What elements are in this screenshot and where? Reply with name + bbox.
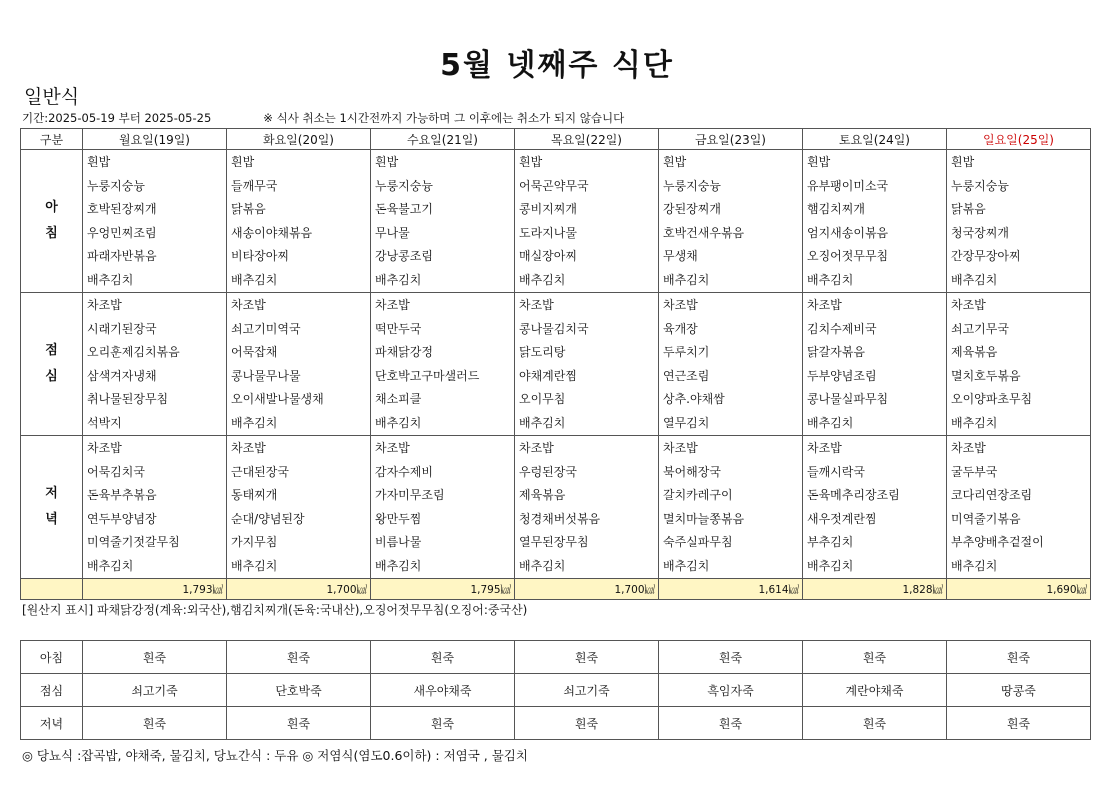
origin-note: [원산지 표시] 파채닭강정(계육:외국산),햄김치찌개(돈육:국내산),오징어젓무무침(오징어:중국산): [22, 603, 528, 617]
meal-label-char: 침: [45, 226, 58, 241]
weekly-menu-table: [20, 128, 1091, 600]
menu-cell-lunch-mon: [83, 293, 227, 436]
meal-label-char: 심: [45, 369, 58, 384]
porridge-row-dinner: [21, 707, 1091, 740]
porridge-cell-fri: 흰죽: [659, 641, 803, 674]
porridge-cell-wed: 새우야채죽: [371, 674, 515, 707]
porridge-cell-sat: 흰죽: [803, 707, 947, 740]
menu-item: 차조밥: [663, 441, 698, 455]
menu-item: 배추김치: [375, 272, 422, 287]
menu-item: 배추김치: [807, 558, 854, 573]
menu-cell-lunch-fri: [659, 293, 803, 436]
menu-item: 오이양파초무침: [951, 392, 1033, 406]
menu-item: 차조밥: [231, 441, 266, 455]
menu-item: 배추김치: [87, 272, 134, 287]
porridge-cell-thu: 흰죽: [515, 707, 659, 740]
kcal-value-sun: 1,690㎉: [947, 579, 1091, 600]
menu-item: 무생채: [663, 249, 698, 263]
menu-item: 차조밥: [663, 298, 698, 312]
meal-row-lunch: [21, 293, 1091, 436]
menu-item: 부추양배추겉절이: [951, 535, 1044, 549]
porridge-row-breakfast: [21, 641, 1091, 674]
menu-item: 북어해장국: [663, 464, 721, 479]
menu-item: 배추김치: [951, 272, 998, 287]
menu-item: 파채닭강정: [375, 345, 433, 359]
menu-item: 무나물: [375, 225, 410, 240]
menu-item: 감자수제비: [375, 464, 433, 479]
menu-item: 쇠고기무국: [951, 321, 1009, 336]
menu-item: 상추.야채쌈: [663, 392, 725, 406]
menu-item: 오징어젓무무침: [807, 249, 889, 263]
menu-item: 청국장찌개: [951, 225, 1009, 240]
menu-item: 가자미무조림: [375, 488, 445, 502]
menu-item: 석박지: [87, 415, 122, 430]
menu-item: 누룽지숭늉: [375, 178, 433, 193]
meal-label-dinner: [21, 436, 83, 579]
menu-item: 배추김치: [807, 272, 854, 287]
menu-cell-dinner-thu: [515, 436, 659, 579]
menu-item: 새우젓계란찜: [807, 511, 877, 526]
menu-item: 돈육부추볶음: [87, 488, 157, 502]
menu-cell-breakfast-fri: [659, 150, 803, 293]
day-header-fri: 금요일(23일): [659, 129, 803, 150]
menu-item: 누룽지숭늉: [87, 178, 145, 193]
menu-item: 열무된장무침: [519, 535, 589, 549]
menu-item: 매실장아찌: [519, 249, 577, 263]
day-header-wed: 수요일(21일): [371, 129, 515, 150]
menu-item: 흰밥: [231, 155, 255, 169]
menu-item: 콩비지찌개: [519, 202, 577, 216]
menu-item: 차조밥: [951, 441, 986, 455]
menu-item: 멸치호두볶음: [951, 368, 1021, 383]
menu-cell-lunch-sun: [947, 293, 1091, 436]
menu-item: 닭갈자볶음: [807, 345, 865, 359]
menu-cell-breakfast-tue: [227, 150, 371, 293]
menu-item: 부추김치: [807, 535, 854, 549]
menu-item: 열무김치: [663, 415, 710, 430]
special-diet-note: ◎ 당뇨식 :잡곡밥, 야채죽, 물김치, 당뇨간식 : 두유 ◎ 저염식(염도0.6이하) : 저염국 , 물김치: [22, 748, 528, 763]
menu-item: 배추김치: [231, 415, 278, 430]
menu-item: 우엉민찌조림: [87, 225, 157, 240]
menu-cell-breakfast-sat: [803, 150, 947, 293]
menu-cell-lunch-sat: [803, 293, 947, 436]
porridge-cell-mon: 흰죽: [83, 707, 227, 740]
kcal-value-tue: 1,700㎉: [227, 579, 371, 600]
period-text: 기간:2025-05-19 부터 2025-05-25: [22, 111, 212, 125]
porridge-cell-mon: 흰죽: [83, 641, 227, 674]
menu-item: 제육볶음: [519, 488, 566, 502]
menu-item: 햄김치찌개: [807, 202, 865, 216]
porridge-cell-sun: 땅콩죽: [947, 674, 1091, 707]
menu-item: 단호박고구마샐러드: [375, 368, 480, 383]
menu-item: 연두부양념장: [87, 511, 157, 526]
menu-item: 호박된장찌개: [87, 202, 157, 216]
period-line: [22, 110, 624, 126]
meal-label-breakfast: [21, 150, 83, 293]
menu-item: 굴두부국: [951, 464, 998, 479]
menu-item: 강낭콩조림: [375, 249, 433, 263]
menu-item: 누룽지숭늉: [951, 178, 1009, 193]
porridge-cell-wed: 흰죽: [371, 707, 515, 740]
menu-cell-breakfast-sun: [947, 150, 1091, 293]
menu-item: 채소피클: [375, 392, 422, 406]
kcal-value-thu: 1,700㎉: [515, 579, 659, 600]
porridge-meal-label: 점심: [21, 674, 83, 707]
menu-item: 미역줄기볶음: [951, 511, 1021, 526]
menu-item: 차조밥: [807, 298, 842, 312]
menu-item: 닭볶음: [231, 202, 266, 216]
menu-item: 두부양념조림: [807, 368, 877, 383]
menu-item: 떡만두국: [375, 321, 422, 336]
day-header-mon: 월요일(19일): [83, 129, 227, 150]
menu-item: 배추김치: [951, 415, 998, 430]
porridge-cell-sun: 흰죽: [947, 707, 1091, 740]
menu-item: 차조밥: [951, 298, 986, 312]
porridge-cell-fri: 흰죽: [659, 707, 803, 740]
menu-item: 흰밥: [519, 155, 543, 169]
day-header-thu: 목요일(22일): [515, 129, 659, 150]
kcal-value-mon: 1,793㎉: [83, 579, 227, 600]
menu-item: 돈육불고기: [375, 202, 433, 216]
menu-cell-lunch-tue: [227, 293, 371, 436]
menu-item: 차조밥: [231, 298, 266, 312]
menu-item: 동태찌개: [231, 488, 278, 502]
menu-item: 흰밥: [951, 155, 975, 169]
menu-item: 배추김치: [663, 272, 710, 287]
menu-item: 간장무장아찌: [951, 249, 1021, 263]
menu-item: 육개장: [663, 321, 698, 336]
menu-item: 콩나물김치국: [519, 321, 589, 336]
menu-item: 배추김치: [807, 415, 854, 430]
menu-item: 차조밥: [807, 441, 842, 455]
menu-item: 차조밥: [375, 298, 410, 312]
menu-item: 근대된장국: [231, 464, 289, 479]
menu-item: 삼색겨자냉채: [87, 368, 157, 383]
menu-item: 배추김치: [231, 272, 278, 287]
menu-item: 차조밥: [519, 441, 554, 455]
porridge-meal-label: 저녁: [21, 707, 83, 740]
menu-item: 어묵잡채: [231, 345, 278, 359]
kcal-value-fri: 1,614㎉: [659, 579, 803, 600]
menu-cell-dinner-tue: [227, 436, 371, 579]
meal-row-breakfast: [21, 150, 1091, 293]
diet-type-subtitle: 일반식: [24, 86, 80, 108]
menu-item: 닭볶음: [951, 202, 986, 216]
porridge-cell-sat: 흰죽: [803, 641, 947, 674]
menu-item: 김치수제비국: [807, 321, 877, 336]
menu-cell-breakfast-mon: [83, 150, 227, 293]
day-header-sun: 일요일(25일): [947, 129, 1091, 150]
porridge-cell-tue: 흰죽: [227, 641, 371, 674]
page-title: 5월 넷째주 식단: [440, 48, 674, 83]
menu-item: 왕만두찜: [375, 511, 422, 526]
menu-item: 차조밥: [87, 441, 122, 455]
corner-label: 구분: [21, 129, 83, 150]
menu-item: 흰밥: [375, 155, 399, 169]
meal-label-char: 녁: [45, 512, 58, 527]
menu-item: 배추김치: [375, 415, 422, 430]
kcal-row: [21, 579, 1091, 600]
menu-item: 미역줄기젓갈무침: [87, 535, 180, 549]
menu-item: 연근조림: [663, 368, 710, 383]
menu-item: 누룽지숭늉: [663, 178, 721, 193]
porridge-cell-mon: 쇠고기죽: [83, 674, 227, 707]
menu-item: 오이새발나물생채: [231, 392, 324, 406]
porridge-cell-tue: 흰죽: [227, 707, 371, 740]
menu-item: 오리훈제김치볶음: [87, 345, 180, 359]
porridge-cell-wed: 흰죽: [371, 641, 515, 674]
menu-item: 배추김치: [951, 558, 998, 573]
menu-item: 새송이야채볶음: [231, 225, 313, 240]
porridge-cell-tue: 단호박죽: [227, 674, 371, 707]
menu-item: 들깨시락국: [807, 464, 865, 479]
menu-cell-dinner-fri: [659, 436, 803, 579]
meal-label-char: 아: [45, 200, 58, 215]
meal-label-char: 저: [45, 486, 58, 501]
menu-item: 야채계란찜: [519, 368, 577, 383]
porridge-cell-thu: 쇠고기죽: [515, 674, 659, 707]
meal-row-dinner: [21, 436, 1091, 579]
kcal-value-wed: 1,795㎉: [371, 579, 515, 600]
kcal-label-cell: [21, 579, 83, 600]
menu-item: 배추김치: [519, 415, 566, 430]
porridge-cell-sat: 계란야채죽: [803, 674, 947, 707]
menu-cell-lunch-thu: [515, 293, 659, 436]
meal-label-char: 점: [45, 343, 58, 358]
menu-cell-dinner-sat: [803, 436, 947, 579]
menu-item: 순대/양념된장: [231, 511, 305, 526]
menu-cell-dinner-sun: [947, 436, 1091, 579]
menu-item: 배추김치: [231, 558, 278, 573]
menu-item: 오이무침: [519, 392, 566, 406]
menu-item: 파래자반볶음: [87, 249, 157, 263]
menu-item: 콩나물실파무침: [807, 392, 889, 406]
menu-item: 호박건새우볶음: [663, 225, 745, 240]
menu-item: 배추김치: [519, 558, 566, 573]
menu-item: 차조밥: [375, 441, 410, 455]
day-header-sat: 토요일(24일): [803, 129, 947, 150]
menu-item: 돈육메추리장조림: [807, 488, 900, 502]
menu-item: 닭도리탕: [519, 345, 566, 359]
menu-item: 유부팽이미소국: [807, 178, 889, 193]
porridge-cell-fri: 흑임자죽: [659, 674, 803, 707]
menu-item: 취나물된장무침: [87, 392, 169, 406]
meal-label-lunch: [21, 293, 83, 436]
cancel-notice: ※ 식사 취소는 1시간전까지 가능하며 그 이후에는 취소가 되지 않습니다: [263, 111, 625, 125]
menu-item: 배추김치: [519, 272, 566, 287]
menu-item: 배추김치: [663, 558, 710, 573]
menu-item: 흰밥: [663, 155, 687, 169]
menu-item: 비타장아찌: [231, 249, 289, 263]
menu-item: 콩나물무나물: [231, 368, 301, 383]
menu-item: 어묵김치국: [87, 464, 145, 479]
menu-item: 비름나물: [375, 535, 422, 549]
menu-item: 청경채버섯볶음: [519, 511, 601, 526]
menu-item: 차조밥: [519, 298, 554, 312]
porridge-row-lunch: [21, 674, 1091, 707]
menu-cell-breakfast-thu: [515, 150, 659, 293]
menu-item: 어묵곤약무국: [519, 178, 589, 193]
menu-item: 엄지새송이볶음: [807, 225, 889, 240]
menu-item: 흰밥: [807, 155, 831, 169]
menu-item: 우렁된장국: [519, 464, 577, 479]
menu-item: 숙주실파무침: [663, 535, 733, 549]
menu-cell-dinner-mon: [83, 436, 227, 579]
menu-item: 흰밥: [87, 155, 111, 169]
menu-item: 쇠고기미역국: [231, 321, 301, 336]
porridge-cell-sun: 흰죽: [947, 641, 1091, 674]
menu-item: 배추김치: [375, 558, 422, 573]
menu-item: 강된장찌개: [663, 202, 721, 216]
porridge-cell-thu: 흰죽: [515, 641, 659, 674]
menu-item: 차조밥: [87, 298, 122, 312]
menu-item: 시래기된장국: [87, 321, 157, 336]
kcal-value-sat: 1,828㎉: [803, 579, 947, 600]
day-header-tue: 화요일(20일): [227, 129, 371, 150]
porridge-meal-label: 아침: [21, 641, 83, 674]
menu-item: 멸치마늘쫑볶음: [663, 511, 745, 526]
menu-item: 들깨무국: [231, 178, 278, 193]
day-header-row: [21, 129, 1091, 150]
menu-cell-lunch-wed: [371, 293, 515, 436]
menu-cell-breakfast-wed: [371, 150, 515, 293]
menu-item: 코다리연장조림: [951, 488, 1033, 502]
porridge-table: [20, 640, 1091, 740]
menu-item: 도라지나물: [519, 225, 577, 240]
menu-item: 두루치기: [663, 345, 710, 359]
menu-item: 가지무침: [231, 535, 278, 549]
menu-item: 배추김치: [87, 558, 134, 573]
menu-item: 갈치카레구이: [663, 488, 733, 502]
menu-cell-dinner-wed: [371, 436, 515, 579]
menu-item: 제육볶음: [951, 345, 998, 359]
